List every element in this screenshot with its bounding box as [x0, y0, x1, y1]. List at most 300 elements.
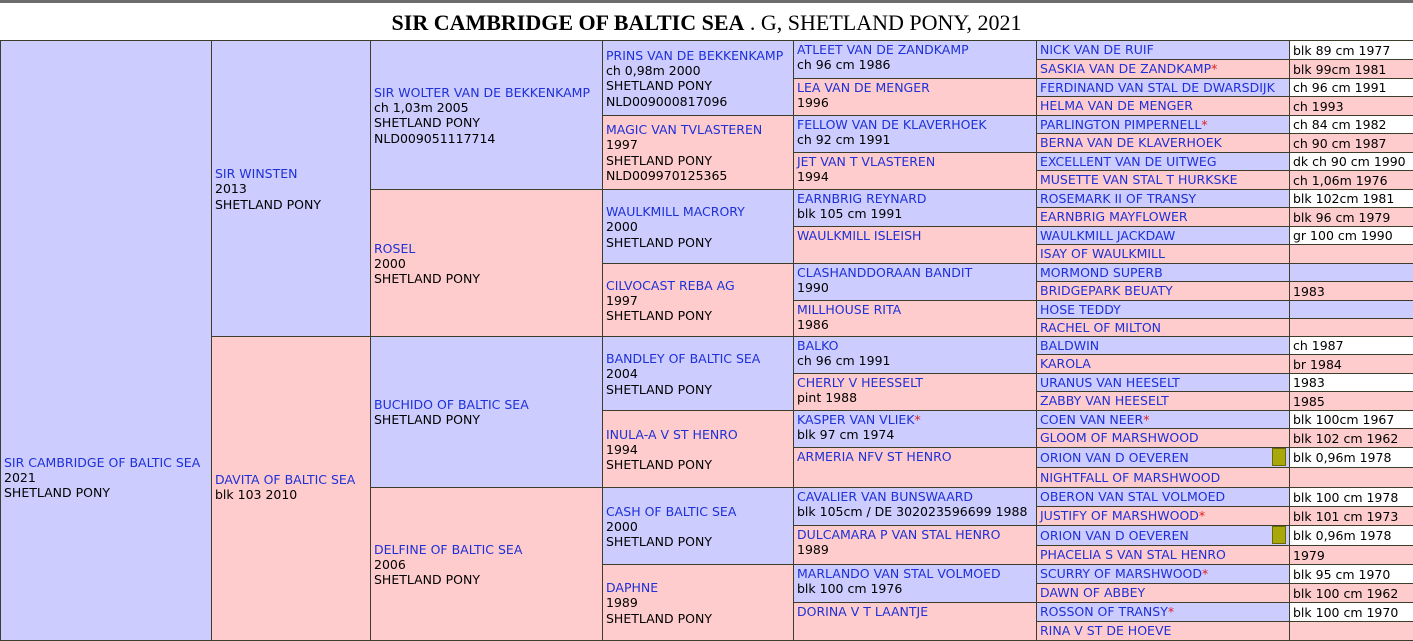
horse-name[interactable]: ARMERIA NFV ST HENRO — [797, 449, 952, 464]
ancestor-cell-gen4 — [602, 189, 794, 264]
horse-name[interactable]: BRIDGEPARK BEUATY — [1040, 283, 1173, 298]
horse-name-link[interactable] — [797, 42, 1034, 57]
horse-name-link[interactable] — [797, 527, 1034, 542]
birth-info: 2004 — [606, 366, 638, 381]
horse-name[interactable]: JUSTIFY OF MARSHWOOD — [1040, 508, 1199, 523]
ancestor-info-cell — [1289, 300, 1413, 319]
ancestor-cell-gen6 — [1036, 300, 1290, 319]
horse-name-link[interactable] — [797, 265, 1034, 280]
horse-name-link[interactable] — [1040, 431, 1199, 445]
horse-name[interactable]: DELFINE OF BALTIC SEA — [374, 541, 523, 557]
breed: SHETLAND PONY — [374, 572, 480, 587]
horse-name-link[interactable] — [797, 191, 1034, 206]
horse-name-link[interactable] — [374, 241, 600, 256]
birth-info: ch 96 cm 1991 — [797, 353, 891, 368]
ancestor-info-cell — [1289, 525, 1413, 546]
horse-name-link[interactable] — [797, 117, 1034, 132]
horse-name[interactable]: RINA V ST DE HOEVE — [1040, 623, 1172, 638]
horse-name[interactable]: NIGHTFALL OF MARSHWOOD — [1040, 469, 1221, 485]
horse-name[interactable]: DORINA V T LAANTJE — [797, 604, 929, 619]
horse-name[interactable]: CASH OF BALTIC SEA — [606, 503, 737, 519]
ancestor-cell-gen4 — [602, 115, 794, 190]
birth-info: ch 0,98m 2000 — [606, 62, 701, 78]
duplicate-marker-icon — [1272, 448, 1286, 466]
ancestor-info-cell — [1289, 428, 1413, 448]
ancestor-cell-gen5 — [793, 300, 1037, 337]
ancestor-cell-gen5 — [793, 152, 1037, 190]
horse-name[interactable]: FELLOW VAN DE KLAVERHOEK — [797, 117, 987, 132]
horse-name-link[interactable] — [374, 85, 600, 100]
birth-info: blk 100 cm 1976 — [797, 581, 903, 596]
ancestor-cell-gen6 — [1036, 545, 1290, 565]
horse-name-link[interactable] — [1040, 451, 1189, 465]
horse-name[interactable]: BUCHIDO OF BALTIC SEA — [374, 397, 529, 413]
ancestor-cell-gen6 — [1036, 564, 1290, 584]
horse-summary: . G, SHETLAND PONY, 2021 — [749, 10, 1022, 35]
registration-number: NLD009970125365 — [606, 168, 728, 184]
breed: SHETLAND PONY — [606, 234, 712, 250]
horse-name-link[interactable] — [1040, 529, 1189, 543]
ancestor-cell-gen6 — [1036, 263, 1290, 282]
horse-name-link[interactable] — [606, 204, 791, 219]
ancestor-cell-gen6 — [1036, 410, 1290, 429]
horse-name[interactable]: BALKO — [797, 338, 839, 353]
birth-info: 1990 — [797, 280, 829, 295]
horse-name[interactable]: BERNA VAN DE KLAVERHOEK — [1040, 135, 1222, 150]
ancestor-cell-gen6 — [1036, 487, 1290, 507]
horse-name[interactable]: DAWN OF ABBEY — [1040, 585, 1146, 600]
horse-name-link[interactable] — [797, 604, 1034, 619]
horse-name[interactable]: WAULKMILL ISLEISH — [797, 228, 922, 243]
horse-name-link[interactable] — [1040, 321, 1161, 335]
ancestor-info-cell — [1289, 467, 1413, 488]
horse-name-link[interactable] — [1040, 62, 1217, 76]
horse-name[interactable]: SCURRY OF MARSHWOOD — [1040, 566, 1203, 581]
birth-info: ch 92 cm 1991 — [797, 132, 891, 147]
horse-name[interactable]: PHACELIA S VAN STAL HENRO — [1040, 547, 1226, 562]
horse-name-link[interactable] — [1040, 43, 1154, 57]
ancestor-cell-gen5 — [793, 564, 1037, 603]
ancestor-cell-gen5 — [793, 487, 1037, 526]
ancestor-cell-gen6 — [1036, 583, 1290, 603]
horse-name[interactable]: MORMOND SUPERB — [1040, 264, 1163, 280]
ancestor-info-cell — [1289, 602, 1413, 622]
horse-name[interactable]: LEA VAN DE MENGER — [797, 80, 930, 95]
ancestor-cell-gen6 — [1036, 602, 1290, 622]
horse-name-link[interactable] — [1040, 266, 1163, 280]
ancestor-info: dk ch 90 cm 1990 — [1293, 154, 1406, 169]
ancestor-cell-gen6 — [1036, 336, 1290, 355]
birth-info: 1997 — [606, 137, 638, 153]
ancestor-info: ch 1987 — [1293, 338, 1344, 353]
horse-name-link[interactable] — [797, 228, 1034, 243]
horse-name-link[interactable] — [606, 278, 791, 293]
horse-name[interactable]: ORION VAN D OEVEREN — [1040, 449, 1189, 465]
horse-name[interactable]: ROSSON OF TRANSY — [1040, 604, 1168, 619]
ancestor-info-cell — [1289, 170, 1413, 190]
horse-name[interactable]: FERDINAND VAN STAL DE DWARSDIJK — [1040, 79, 1275, 95]
ancestor-info-cell — [1289, 78, 1413, 97]
ancestor-info-cell — [1289, 583, 1413, 603]
ancestor-cell-gen6 — [1036, 96, 1290, 116]
ancestor-info: ch 90 cm 1987 — [1293, 135, 1387, 151]
ancestor-cell-gen5 — [793, 263, 1037, 301]
horse-name[interactable]: KAROLA — [1040, 356, 1091, 371]
horse-name-link[interactable] — [1040, 471, 1220, 485]
horse-name-link[interactable] — [606, 48, 791, 63]
horse-name[interactable]: EARNBRIG MAYFLOWER — [1040, 209, 1188, 224]
horse-name[interactable]: PARLINGTON PIMPERNELL — [1040, 116, 1202, 132]
horse-name[interactable]: COEN VAN NEER — [1040, 411, 1144, 427]
ancestor-info-cell — [1289, 115, 1413, 134]
horse-name-link[interactable] — [1040, 210, 1188, 224]
ancestor-cell-gen4 — [602, 410, 794, 488]
horse-name[interactable]: MAGIC VAN TVLASTEREN — [606, 122, 763, 138]
ancestor-info: blk 100cm 1967 — [1293, 412, 1395, 427]
ancestor-cell-gen3 — [370, 40, 603, 190]
ancestor-cell-gen4 — [602, 263, 794, 337]
duplicate-marker-icon — [1272, 526, 1286, 544]
horse-name-link[interactable] — [1040, 394, 1169, 408]
ancestor-cell-gen2 — [211, 40, 371, 337]
horse-name[interactable]: ZABBY VAN HEESELT — [1040, 393, 1169, 408]
breed: SHETLAND PONY — [374, 115, 480, 131]
ancestor-cell-gen6 — [1036, 447, 1290, 468]
ancestor-info-cell — [1289, 59, 1413, 79]
ancestor-cell-gen6 — [1036, 226, 1290, 245]
horse-name-link[interactable] — [606, 427, 791, 442]
ancestor-cell-gen6 — [1036, 40, 1290, 60]
horse-name[interactable]: DAVITA OF BALTIC SEA — [215, 472, 356, 487]
ancestor-info: 1985 — [1293, 393, 1325, 409]
birth-info: 1996 — [797, 95, 829, 110]
star-marker: * — [1198, 508, 1206, 523]
horse-name[interactable]: BANDLEY OF BALTIC SEA — [606, 351, 761, 366]
horse-name-link[interactable] — [797, 489, 1034, 504]
ancestor-cell-gen6 — [1036, 189, 1290, 208]
horse-name-link[interactable] — [797, 302, 1034, 317]
birth-info: 1989 — [797, 542, 829, 557]
horse-name-link[interactable] — [1040, 118, 1208, 132]
horse-name-link[interactable] — [1040, 339, 1099, 353]
horse-name-link[interactable] — [1040, 99, 1193, 113]
ancestor-info: blk 100 cm 1978 — [1293, 489, 1399, 505]
birth-info: ch 1,03m 2005 — [374, 99, 469, 115]
horse-name[interactable]: ORION VAN D OEVEREN — [1040, 527, 1189, 543]
horse-name-link[interactable] — [1040, 173, 1237, 187]
ancestor-info-cell — [1289, 354, 1413, 374]
ancestor-cell-gen6 — [1036, 391, 1290, 411]
ancestor-info-cell — [1289, 40, 1413, 60]
ancestor-cell-gen5 — [793, 525, 1037, 565]
ancestor-info: blk 0,96m 1978 — [1293, 528, 1392, 543]
birth-info: blk 97 cm 1974 — [797, 427, 895, 442]
horse-name-link[interactable] — [1040, 303, 1121, 317]
birth-info: 1994 — [797, 169, 829, 184]
ancestor-cell-gen5 — [793, 410, 1037, 448]
subject-horse-cell — [0, 40, 212, 641]
horse-name-link[interactable] — [1040, 567, 1208, 581]
ancestor-info-cell — [1289, 152, 1413, 171]
horse-name-link[interactable] — [797, 154, 1034, 169]
birth-info: 1989 — [606, 595, 638, 610]
horse-name[interactable]: ROSEMARK II OF TRANSY — [1040, 190, 1197, 206]
horse-name[interactable]: NICK VAN DE RUIF — [1040, 42, 1154, 57]
horse-name[interactable]: SIR WINSTEN — [215, 166, 298, 181]
ancestor-info-cell — [1289, 318, 1413, 337]
ancestor-cell-gen2 — [211, 336, 371, 641]
horse-name[interactable]: PRINS VAN DE BEKKENKAMP — [606, 47, 784, 63]
ancestor-info-cell — [1289, 373, 1413, 392]
breed: SHETLAND PONY — [215, 196, 321, 212]
horse-name[interactable]: EARNBRIG REYNARD — [797, 191, 927, 206]
ancestor-info: blk 89 cm 1977 — [1293, 42, 1391, 58]
star-marker: * — [1211, 61, 1218, 76]
horse-name-link[interactable] — [1040, 490, 1225, 504]
ancestor-info-cell — [1289, 545, 1413, 565]
ancestor-info-cell — [1289, 226, 1413, 245]
horse-name[interactable]: SIR CAMBRIDGE OF BALTIC SEA — [4, 454, 201, 470]
ancestor-info: ch 84 cm 1982 — [1293, 117, 1387, 132]
horse-name-link[interactable] — [606, 580, 791, 595]
ancestor-info: blk 99cm 1981 — [1293, 61, 1387, 77]
ancestor-cell-gen6 — [1036, 207, 1290, 227]
horse-name[interactable]: WAULKMILL MACRORY — [606, 204, 745, 219]
ancestor-info-cell — [1289, 96, 1413, 116]
horse-name-link[interactable] — [1040, 155, 1217, 169]
ancestor-info: gr 100 cm 1990 — [1293, 228, 1393, 243]
horse-name[interactable]: GLOOM OF MARSHWOOD — [1040, 430, 1199, 445]
horse-name[interactable]: DULCAMARA P VAN STAL HENRO — [797, 527, 1001, 542]
horse-name[interactable]: CLASHANDDORAAN BANDIT — [797, 265, 973, 280]
horse-name-link[interactable] — [215, 472, 368, 487]
horse-name[interactable]: BALDWIN — [1040, 337, 1100, 353]
birth-year: 2021 — [4, 469, 36, 485]
ancestor-info: blk 96 cm 1979 — [1293, 209, 1391, 225]
horse-name-link[interactable] — [606, 351, 791, 366]
horse-name-link[interactable] — [374, 542, 600, 557]
horse-name-link[interactable] — [606, 504, 791, 519]
ancestor-info: blk 100 cm 1970 — [1293, 604, 1399, 620]
ancestor-info: blk 101 cm 1973 — [1293, 508, 1399, 524]
ancestor-cell-gen5 — [793, 40, 1037, 79]
ancestor-cell-gen5 — [793, 226, 1037, 264]
ancestor-info-cell — [1289, 564, 1413, 584]
ancestor-info: blk 100 cm 1962 — [1293, 585, 1399, 601]
horse-name[interactable]: CHERLY V HEESSELT — [797, 375, 923, 390]
registration-number: NLD009000817096 — [606, 93, 728, 109]
ancestor-cell-gen6 — [1036, 318, 1290, 337]
breed: SHETLAND PONY — [4, 485, 110, 500]
ancestor-cell-gen3 — [370, 487, 603, 641]
horse-name-link[interactable] — [215, 166, 368, 181]
ancestor-info: blk 102cm 1981 — [1293, 191, 1395, 206]
birth-info: 2013 — [215, 181, 247, 196]
horse-name[interactable]: JET VAN T VLASTEREN — [797, 154, 936, 169]
horse-name[interactable]: OBERON VAN STAL VOLMOED — [1040, 489, 1226, 504]
birth-info: blk 103 2010 — [215, 487, 298, 502]
ancestor-info-cell — [1289, 506, 1413, 526]
ancestor-cell-gen6 — [1036, 244, 1290, 264]
ancestor-cell-gen5 — [793, 602, 1037, 641]
horse-name-link[interactable] — [1040, 548, 1226, 562]
ancestor-info-cell — [1289, 621, 1413, 641]
ancestor-info-cell — [1289, 391, 1413, 411]
birth-info: ch 96 cm 1986 — [797, 57, 891, 72]
star-marker: * — [1167, 604, 1175, 619]
ancestor-info: ch 1,06m 1976 — [1293, 172, 1388, 188]
horse-name-link[interactable] — [797, 80, 1034, 95]
horse-name[interactable]: RACHEL OF MILTON — [1040, 319, 1162, 335]
ancestor-info: ch 96 cm 1991 — [1293, 80, 1387, 95]
horse-name-link[interactable] — [1040, 136, 1222, 150]
ancestor-cell-gen5 — [793, 115, 1037, 153]
ancestor-cell-gen4 — [602, 40, 794, 116]
ancestor-cell-gen5 — [793, 78, 1037, 116]
horse-name[interactable]: KASPER VAN VLIEK — [797, 412, 915, 427]
horse-name-link[interactable] — [1040, 284, 1173, 298]
breed: SHETLAND PONY — [606, 152, 712, 168]
ancestor-cell-gen5 — [793, 189, 1037, 227]
star-marker: * — [1143, 411, 1150, 427]
birth-info: 2000 — [606, 518, 638, 534]
horse-name-link[interactable] — [1040, 357, 1091, 371]
star-marker: * — [1202, 566, 1209, 581]
birth-info: 2006 — [374, 556, 406, 572]
ancestor-info: 1983 — [1293, 283, 1325, 299]
ancestor-cell-gen6 — [1036, 78, 1290, 97]
horse-name[interactable]: MUSETTE VAN STAL T HURKSKE — [1040, 172, 1238, 187]
ancestor-cell-gen6 — [1036, 115, 1290, 134]
ancestor-info-cell — [1289, 207, 1413, 227]
horse-name[interactable]: ATLEET VAN DE ZANDKAMP — [797, 42, 969, 57]
ancestor-info: 1979 — [1293, 547, 1325, 563]
star-marker: * — [914, 412, 921, 427]
horse-name[interactable]: WAULKMILL JACKDAW — [1040, 227, 1176, 243]
breed: SHETLAND PONY — [606, 457, 712, 472]
ancestor-cell-gen4 — [602, 336, 794, 411]
horse-name-link[interactable] — [1040, 81, 1275, 95]
horse-name-link[interactable] — [1040, 624, 1171, 638]
horse-name[interactable]: EXCELLENT VAN DE UITWEG — [1040, 153, 1217, 169]
horse-name[interactable]: ISAY OF WAULKMILL — [1040, 246, 1165, 261]
ancestor-info-cell — [1289, 281, 1413, 301]
birth-info: 1994 — [606, 441, 638, 457]
ancestor-cell-gen6 — [1036, 525, 1290, 546]
horse-name-title: SIR CAMBRIDGE OF BALTIC SEA — [391, 10, 745, 35]
horse-name-link[interactable] — [1040, 376, 1180, 390]
ancestor-info-cell — [1289, 447, 1413, 468]
ancestor-info: 1983 — [1293, 375, 1325, 390]
horse-name-link[interactable] — [4, 455, 209, 470]
registration-number: NLD009051117714 — [374, 130, 496, 146]
birth-info: 1986 — [797, 317, 829, 332]
ancestor-cell-gen6 — [1036, 621, 1290, 641]
ancestor-info-cell — [1289, 133, 1413, 153]
breed: SHETLAND PONY — [606, 534, 712, 549]
horse-name-link[interactable] — [374, 397, 600, 412]
birth-info: 2000 — [606, 219, 638, 234]
ancestor-cell-gen6 — [1036, 506, 1290, 526]
horse-name[interactable]: HOSE TEDDY — [1040, 301, 1121, 317]
horse-name-link[interactable] — [1040, 229, 1175, 243]
ancestor-cell-gen4 — [602, 487, 794, 565]
horse-name[interactable]: SASKIA VAN DE ZANDKAMP — [1040, 61, 1212, 76]
ancestor-cell-gen6 — [1036, 373, 1290, 392]
ancestor-cell-gen6 — [1036, 170, 1290, 190]
birth-info: pint 1988 — [797, 390, 858, 405]
ancestor-cell-gen6 — [1036, 133, 1290, 153]
horse-name-link[interactable] — [1040, 247, 1165, 261]
breed: SHETLAND PONY — [374, 271, 480, 286]
horse-name[interactable]: MILLHOUSE RITA — [797, 302, 902, 317]
birth-info: 1997 — [606, 292, 638, 308]
horse-name-link[interactable] — [797, 412, 1034, 427]
ancestor-info: blk 95 cm 1970 — [1293, 566, 1391, 582]
ancestor-info-cell — [1289, 487, 1413, 507]
breed: SHETLAND PONY — [374, 412, 480, 428]
ancestor-cell-gen6 — [1036, 59, 1290, 79]
horse-name[interactable]: CILVOCAST REBA AG — [606, 277, 735, 293]
horse-name[interactable]: ROSEL — [374, 240, 416, 256]
horse-name-link[interactable] — [797, 566, 1034, 581]
horse-name[interactable]: DAPHNE — [606, 580, 659, 595]
birth-info: 2000 — [374, 255, 406, 271]
horse-name-link[interactable] — [797, 375, 1034, 390]
breed: SHETLAND PONY — [606, 610, 712, 626]
ancestor-info: ch 1993 — [1293, 98, 1344, 114]
horse-name-link[interactable] — [1040, 413, 1150, 427]
breed: SHETLAND PONY — [606, 308, 712, 323]
ancestor-info-cell — [1289, 189, 1413, 208]
ancestor-info: blk 0,96m 1978 — [1293, 450, 1392, 465]
ancestor-cell-gen5 — [793, 336, 1037, 374]
breed: SHETLAND PONY — [606, 381, 712, 397]
top-rule — [0, 0, 1413, 3]
ancestor-cell-gen6 — [1036, 281, 1290, 301]
ancestor-cell-gen6 — [1036, 428, 1290, 448]
horse-name[interactable]: SIR WOLTER VAN DE BEKKENKAMP — [374, 84, 591, 100]
horse-name-link[interactable] — [1040, 605, 1174, 619]
horse-name-link[interactable] — [797, 338, 1034, 353]
horse-name-link[interactable] — [797, 449, 1034, 464]
ancestor-cell-gen3 — [370, 189, 603, 337]
ancestor-cell-gen6 — [1036, 152, 1290, 171]
ancestor-cell-gen5 — [793, 447, 1037, 488]
star-marker: * — [1201, 116, 1208, 132]
horse-name[interactable]: URANUS VAN HEESELT — [1040, 374, 1180, 390]
horse-name[interactable]: HELMA VAN DE MENGER — [1040, 98, 1193, 113]
ancestor-cell-gen6 — [1036, 467, 1290, 488]
ancestor-info-cell — [1289, 263, 1413, 282]
horse-name-link[interactable] — [1040, 192, 1196, 206]
horse-name-link[interactable] — [1040, 586, 1145, 600]
birth-info: blk 105cm / DE 302023596699 1988 — [797, 504, 1028, 519]
ancestor-cell-gen4 — [602, 564, 794, 641]
ancestor-info: blk 102 cm 1962 — [1293, 430, 1399, 446]
ancestor-cell-gen6 — [1036, 354, 1290, 374]
horse-name-link[interactable] — [1040, 509, 1205, 523]
ancestor-info-cell — [1289, 410, 1413, 429]
breed: SHETLAND PONY — [606, 78, 712, 94]
horse-name[interactable]: INULA-A V ST HENRO — [606, 426, 738, 442]
horse-name[interactable]: CAVALIER VAN BUNSWAARD — [797, 489, 974, 504]
ancestor-cell-gen3 — [370, 336, 603, 488]
ancestor-info-cell — [1289, 336, 1413, 355]
horse-name-link[interactable] — [606, 122, 791, 137]
horse-name[interactable]: MARLANDO VAN STAL VOLMOED — [797, 566, 1001, 581]
ancestor-info: br 1984 — [1293, 356, 1342, 372]
